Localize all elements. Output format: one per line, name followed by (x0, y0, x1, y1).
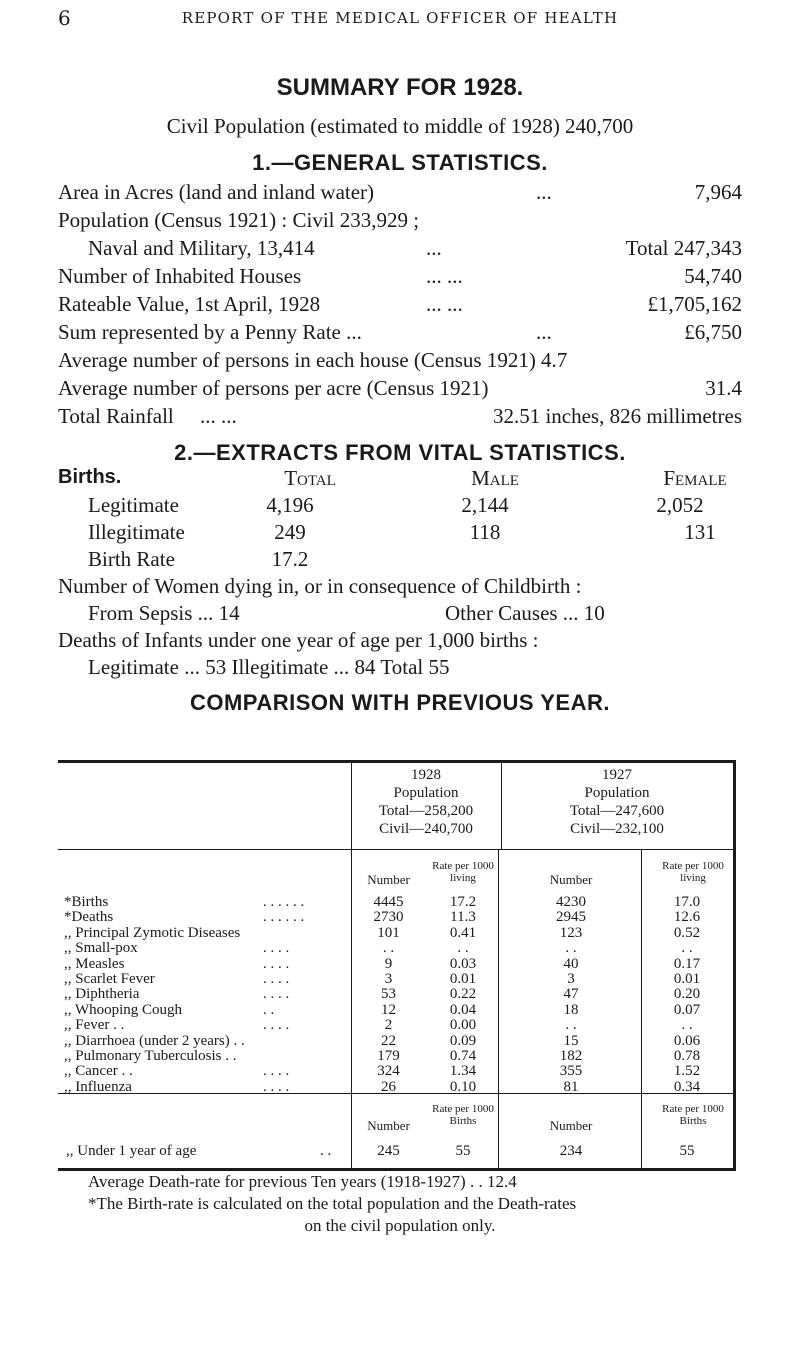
illegitimate-male: 118 (469, 520, 501, 544)
row-value-r1: 0.09 (449, 1032, 477, 1049)
houses-dots: ... ... (426, 264, 463, 288)
col-number-infant-1928: Number (367, 1118, 410, 1133)
illegitimate-total: 249 (274, 520, 306, 544)
row-value-n1: 22 (381, 1032, 396, 1049)
row-dots: . . . . (263, 971, 290, 987)
infant-n-1928: 245 (377, 1143, 400, 1159)
row-value-n2: 15 (563, 1032, 579, 1049)
pop-label-1928: Population (393, 785, 459, 801)
row-value-r2: 1.52 (673, 1063, 701, 1080)
rainfall-label: Total Rainfall (58, 404, 174, 428)
avg-death-rate-line: Average Death-rate for previous Ten years (1918-1927) . . 12.4 (88, 1172, 517, 1191)
row-value-n2: 40 (563, 955, 579, 972)
infant-row-dots: . . (320, 1143, 332, 1159)
table-divider (58, 849, 733, 850)
row-value-n2: . . (565, 940, 577, 957)
row-value-n1: 53 (381, 986, 396, 1003)
comparison-heading: COMPARISON WITH PREVIOUS YEAR. (189, 690, 610, 715)
area-dots: ... (536, 180, 552, 204)
births-label: Births. (58, 466, 122, 488)
row-value-n2: 18 (563, 1001, 579, 1018)
row-value-n1: 9 (384, 955, 393, 972)
row-dots: . . . . (263, 940, 290, 957)
row-dots: . . . . . . (263, 909, 305, 926)
row-value-n2: . . (565, 1017, 577, 1034)
row-dots: . . (263, 1001, 275, 1018)
legitimate-total: 4,196 (266, 493, 314, 517)
row-value-r1: . . (457, 940, 469, 957)
birth-rate-label: Birth Rate (88, 547, 175, 571)
row-value-r2: 0.78 (673, 1048, 701, 1064)
row-value-r1: 0.74 (449, 1048, 477, 1064)
rainfall-value: 32.51 inches, 826 millimetres (492, 404, 742, 428)
row-value-r2: 17.0 (673, 894, 701, 910)
row-label: ,, Fever . . (64, 1017, 125, 1034)
row-value-n2: 4230 (556, 894, 586, 910)
row-value-r2: 0.52 (673, 924, 701, 941)
col-male: Male (471, 466, 519, 490)
col-rate-births-1927: Rate per 1000 Births (662, 1103, 724, 1127)
row-value-r1: 0.03 (449, 955, 477, 972)
avg-persons-acre-label: Average number of persons per acre (Census 1921) (58, 376, 489, 400)
vital-statistics-heading: 2.—EXTRACTS FROM VITAL STATISTICS. (174, 440, 626, 465)
naval-total: Total 247,343 (625, 236, 742, 260)
row-value-r1: 0.04 (449, 1001, 477, 1018)
row-dots: . . . . (263, 986, 290, 1003)
legitimate-female: 2,052 (656, 493, 704, 517)
row-label: ,, Diphtheria (64, 986, 140, 1003)
pop-label-1927: Population (584, 785, 650, 801)
infant-deaths-breakdown: Legitimate ... 53 Illegitimate ... 84 Total 55 (88, 655, 450, 679)
row-value-r1: 17.2 (449, 894, 477, 910)
row-value-r2: . . (681, 1017, 693, 1034)
row-value-r2: 0.01 (673, 971, 701, 987)
row-value-r2: 0.34 (673, 1078, 701, 1095)
row-label: ,, Cancer . . (64, 1063, 133, 1080)
pop-total-1927: Total—247,600 (569, 803, 665, 819)
naval-dots: ... (426, 236, 442, 260)
illegitimate-label: Illegitimate (88, 520, 185, 544)
running-head: REPORT OF THE MEDICAL OFFICER OF HEALTH (181, 9, 619, 27)
infant-r-1928: 55 (455, 1143, 471, 1159)
row-value-r1: 0.00 (449, 1017, 477, 1034)
row-value-r2: 0.20 (673, 986, 701, 1003)
naval-military-label: Naval and Military, 13,414 (88, 236, 315, 260)
year-1928: 1928 (411, 767, 441, 783)
row-value-n1: 12 (381, 1001, 396, 1018)
row-value-r2: 0.06 (673, 1032, 701, 1049)
other-causes-line: Other Causes ... 10 (445, 601, 605, 625)
row-value-n1: . . (382, 940, 395, 957)
row-value-n2: 2945 (556, 909, 586, 926)
row-label: ,, Diarrhoea (under 2 years) . . (64, 1032, 245, 1049)
row-dots: . . . . (263, 1017, 290, 1034)
infant-n-1927: 234 (559, 1143, 583, 1159)
row-value-r1: 0.01 (449, 971, 477, 987)
row-label: ,, Scarlet Fever (64, 971, 155, 987)
year-1927: 1927 (602, 767, 632, 783)
row-value-n1: 3 (384, 971, 393, 987)
row-value-r2: 0.07 (673, 1001, 701, 1018)
row-label: ,, Small-pox (64, 940, 138, 957)
row-value-r2: 0.17 (673, 955, 701, 972)
row-value-n2: 355 (559, 1063, 583, 1080)
infant-row-label: ,, Under 1 year of age (66, 1143, 197, 1159)
page-number: 6 (58, 6, 71, 30)
row-dots: . . . . (263, 955, 290, 972)
row-dots: . . . . . . (263, 894, 305, 910)
infant-deaths-line: Deaths of Infants under one year of age per 1,000 births : (58, 628, 539, 652)
general-statistics-heading: 1.—GENERAL STATISTICS. (252, 150, 548, 175)
row-value-r2: 12.6 (673, 909, 701, 926)
legitimate-male: 2,144 (461, 493, 509, 517)
women-childbirth-line: Number of Women dying in, or in consequence of Childbirth : (58, 574, 582, 598)
row-value-n2: 47 (563, 986, 579, 1003)
pop-total-1928: Total—258,200 (378, 803, 474, 819)
row-label: ,, Whooping Cough (64, 1001, 183, 1018)
row-value-n1: 101 (377, 924, 400, 941)
penny-rate-label: Sum represented by a Penny Rate ... (58, 320, 362, 344)
summary-title: SUMMARY FOR 1928. (276, 74, 524, 101)
row-label: *Deaths (64, 909, 114, 926)
col-number-1927: Number (549, 872, 593, 887)
avg-persons-house: Average number of persons in each house (Census 1921) 4.7 (58, 348, 568, 372)
row-label: ,, Pulmonary Tuberculosis . . (64, 1048, 237, 1064)
row-value-n1: 2 (384, 1017, 393, 1034)
row-value-n1: 2730 (373, 909, 404, 926)
pop-civil-1928: Civil—240,700 (379, 821, 473, 837)
avg-persons-acre-value: 31.4 (705, 376, 742, 400)
col-rate-1928: Rate per 1000 living (432, 860, 494, 884)
row-value-n1: 4445 (373, 894, 404, 910)
row-value-n2: 81 (563, 1078, 579, 1095)
penny-rate-value: £6,750 (684, 320, 742, 344)
col-number-1928: Number (367, 872, 410, 887)
row-label: *Births (64, 894, 109, 910)
area-label: Area in Acres (land and inland water) (58, 180, 375, 204)
infant-r-1927: 55 (679, 1143, 695, 1159)
rateable-dots: ... ... (426, 292, 463, 316)
col-number-infant-1927: Number (549, 1118, 593, 1133)
row-value-r1: 11.3 (450, 909, 476, 926)
rateable-label: Rateable Value, 1st April, 1928 (58, 292, 321, 316)
col-total: Total (284, 466, 336, 490)
row-value-r1: 0.41 (449, 924, 477, 941)
birth-rate-value: 17.2 (271, 547, 309, 571)
col-rate-1927: Rate per 1000 living (662, 860, 724, 884)
row-value-r1: 0.10 (449, 1078, 477, 1095)
col-female: Female (663, 466, 727, 490)
row-label: ,, Measles (64, 955, 125, 972)
row-value-n2: 3 (567, 971, 575, 987)
row-value-n1: 26 (381, 1078, 396, 1095)
row-value-r1: 0.22 (449, 986, 477, 1003)
rateable-value: £1,705,162 (647, 292, 742, 316)
civil-population-line: Civil Population (estimated to middle of 1928) 240,700 (166, 114, 634, 138)
rainfall-dots: ... ... (200, 404, 237, 428)
row-value-r1: 1.34 (449, 1063, 477, 1080)
row-value-n1: 324 (377, 1063, 400, 1080)
row-value-n2: 182 (559, 1048, 583, 1064)
houses-value: 54,740 (684, 264, 742, 288)
sepsis-line: From Sepsis ... 14 (88, 601, 240, 625)
illegitimate-female: 131 (684, 520, 716, 544)
area-value: 7,964 (694, 180, 742, 204)
row-label: ,, Influenza (64, 1078, 132, 1095)
col-rate-births-1928: Rate per 1000 Births (432, 1103, 494, 1127)
row-dots: . . . . (263, 1078, 290, 1095)
population-census-line: Population (Census 1921) : Civil 233,929 ; (58, 208, 420, 232)
legitimate-label: Legitimate (88, 493, 179, 517)
row-label: ,, Principal Zymotic Diseases (64, 924, 241, 941)
table-divider (498, 849, 499, 1168)
houses-label: Number of Inhabited Houses (58, 264, 302, 288)
row-value-n1: 179 (377, 1048, 400, 1064)
row-dots: . . . . (263, 1063, 290, 1080)
penny-dots: ... (536, 320, 552, 344)
comparison-table (58, 760, 736, 1171)
footnote-line-1: *The Birth-rate is calculated on the total population and the Death-rates (88, 1194, 577, 1213)
footnote-line-2: on the civil population only. (304, 1216, 496, 1235)
row-value-r2: . . (681, 940, 693, 957)
row-value-n2: 123 (559, 924, 583, 941)
pop-civil-1927: Civil—232,100 (570, 821, 664, 837)
